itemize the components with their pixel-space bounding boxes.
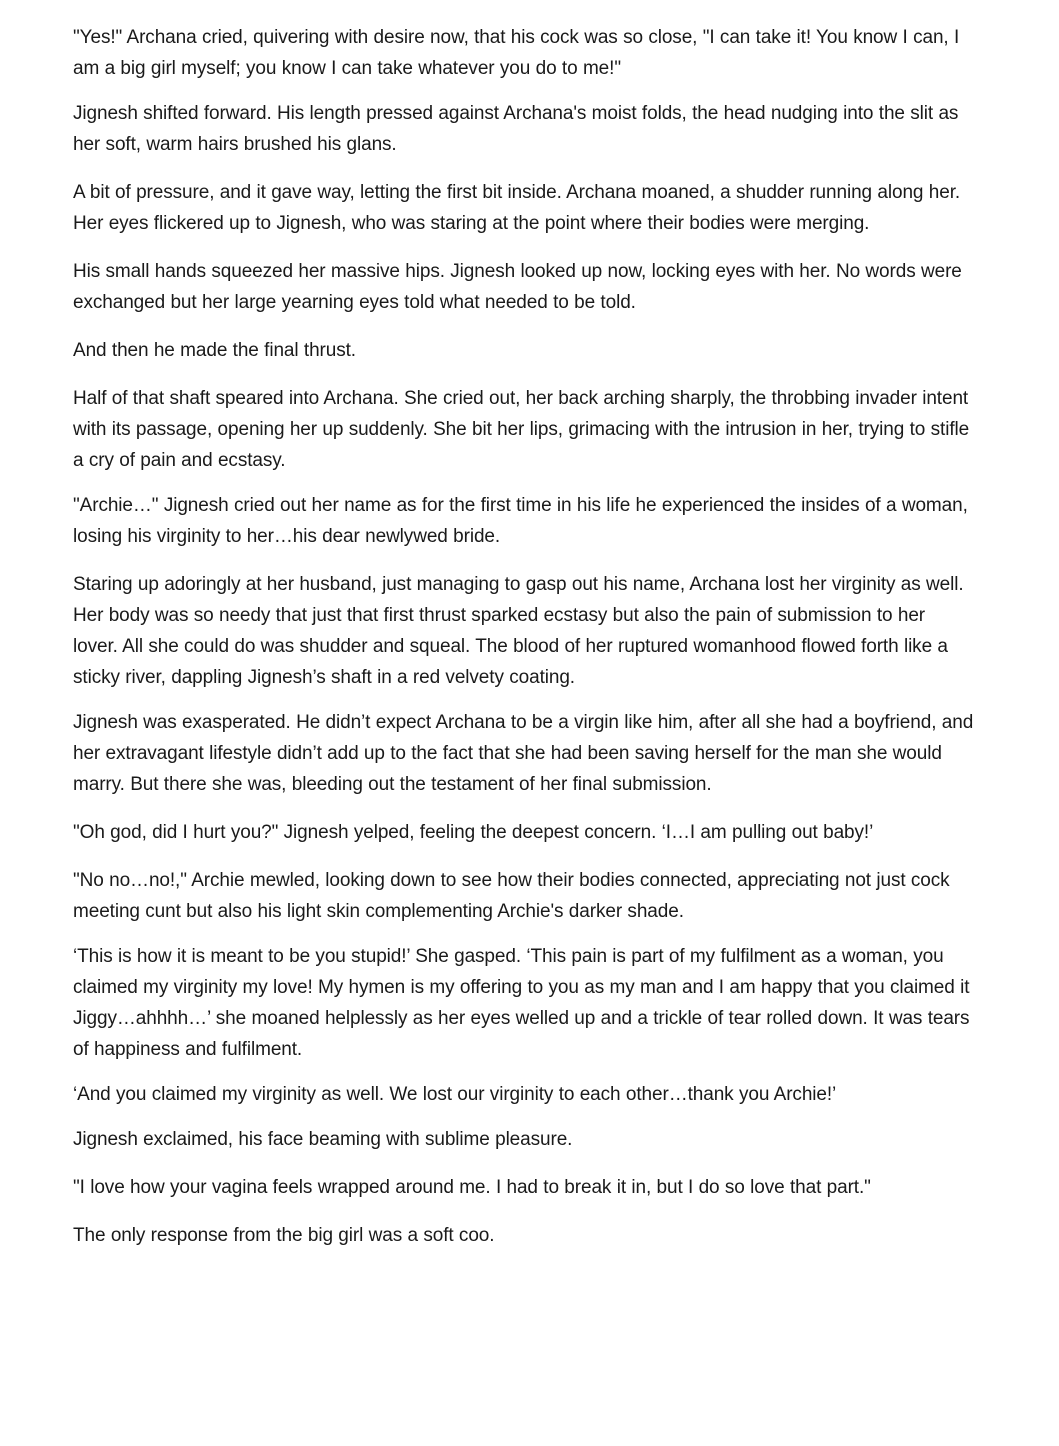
paragraph: A bit of pressure, and it gave way, letting the first bit inside. Archana moaned, a shudder running along her. Her eyes flickered up to Jignesh, who was staring at the point where their bodies were merging. — [73, 182, 961, 234]
paragraph: "I love how your vagina feels wrapped around me. I had to break it in, but I do so love that part." — [73, 1177, 871, 1198]
paragraph: His small hands squeezed her massive hips. Jignesh looked up now, locking eyes with her. No words were exchanged but her large yearning eyes told what needed to be told. — [73, 261, 962, 313]
paragraph: ‘And you claimed my virginity as well. We lost our virginity to each other…thank you Archie!’ — [73, 1084, 837, 1105]
paragraph: ‘This is how it is meant to be you stupid!’ She gasped. ‘This pain is part of my fulfilment as a woman, you claimed my virginity my love! My hymen is my offering to you as my man and I am happy that you claimed it Jiggy…ahhhh…’ she moaned helplessly as her eyes welled up and a trickle of tear rolled down. It was tears of happiness and fulfilment. — [73, 946, 970, 1060]
paragraph: "Archie…" Jignesh cried out her name as for the first time in his life he experienced the insides of a woman, losing his virginity to her…his dear newlywed bride. — [73, 495, 968, 547]
paragraph: Half of that shaft speared into Archana. She cried out, her back arching sharply, the throbbing invader intent with its passage, opening her up suddenly. She bit her lips, grimacing with the intrusion in her, trying to stifle a cry of pain and ecstasy. — [73, 388, 970, 471]
paragraph: The only response from the big girl was a soft coo. — [73, 1225, 495, 1246]
paragraph: And then he made the final thrust. — [73, 340, 356, 361]
paragraph: Jignesh was exasperated. He didn’t expect Archana to be a virgin like him, after all she had a boyfriend, and her extravagant lifestyle didn’t add up to the fact that she had been saving herself for the man she would marry. But there she was, bleeding out the testament of her final submission. — [73, 712, 974, 795]
document-body — [73, 22, 975, 1251]
paragraph: Jignesh shifted forward. His length pressed against Archana's moist folds, the head nudging into the slit as her soft, warm hairs brushed his glans. — [73, 103, 959, 155]
paragraph: "Yes!" Archana cried, quivering with desire now, that his cock was so close, "I can take it! You know I can, I am a big girl myself; you know I can take whatever you do to me!" — [73, 27, 960, 79]
paragraph: "No no…no!," Archie mewled, looking down to see how their bodies connected, appreciating not just cock meeting cunt but also his light skin complementing Archie's darker shade. — [73, 870, 950, 922]
paragraph: "Oh god, did I hurt you?" Jignesh yelped, feeling the deepest concern. ‘I…I am pulling out baby!’ — [73, 822, 874, 843]
paragraph: Staring up adoringly at her husband, just managing to gasp out his name, Archana lost her virginity as well. Her body was so needy that just that first thrust sparked ecstasy but also the pain of submission to her lover. All she could do was shudder and squeal. The blood of her ruptured womanhood flowed forth like a sticky river, dappling Jignesh’s shaft in a red velvety coating. — [73, 574, 964, 688]
paragraph: Jignesh exclaimed, his face beaming with sublime pleasure. — [73, 1129, 573, 1150]
